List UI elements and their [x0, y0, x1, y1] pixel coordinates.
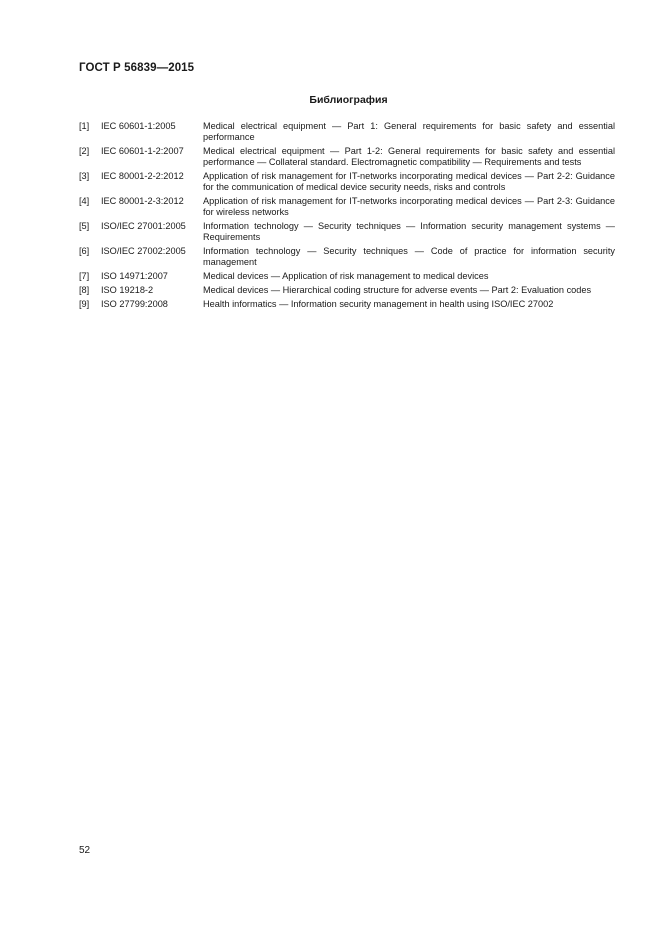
page-number: 52: [79, 845, 91, 856]
entry-standard: IEC 60601-1-2:2007: [101, 146, 184, 156]
entry-number: [2]: [79, 146, 90, 156]
entry-number: [7]: [79, 271, 90, 281]
document-code: ГОСТ Р 56839—2015: [79, 62, 195, 74]
entry-standard: ISO/IEC 27001:2005: [101, 221, 186, 231]
entry-standard: ISO 19218-2: [101, 284, 154, 295]
entry-number: [1]: [79, 121, 90, 131]
entry-title: Application of risk management for IT-networks incorporating medical devices — Part 2-2: Guidance for the communication of medical device security needs, risks and controls: [203, 171, 615, 193]
entry-standard: ISO/IEC 27002:2005: [101, 246, 186, 256]
entry-number: [4]: [79, 196, 90, 206]
bibliography-entry: [79, 221, 615, 243]
entry-title: Medical devices — Hierarchical coding structure for adverse events — Part 2: Evaluation codes: [203, 284, 592, 295]
entry-number: [6]: [79, 246, 90, 256]
entry-title: Medical electrical equipment — Part 1-2: General requirements for basic safety and essential performance — Collateral standard. Electromagnetic compatibility — Requirements and tests: [203, 146, 615, 168]
bibliography-entry: [79, 271, 615, 282]
bibliography-entry: [79, 246, 615, 268]
entry-standard: IEC 80001-2-2:2012: [101, 171, 184, 181]
entry-standard: IEC 60601-1:2005: [101, 121, 176, 131]
entry-number: [5]: [79, 221, 90, 231]
entry-title: Information technology — Security techniques — Code of practice for information security management: [203, 246, 615, 268]
entry-standard: ISO 27799:2008: [101, 298, 168, 309]
entry-number: [3]: [79, 171, 90, 181]
entry-title: Medical devices — Application of risk management to medical devices: [203, 271, 489, 281]
entry-title: Health informatics — Information security management in health using ISO/IEC 27002: [203, 298, 554, 309]
entry-number: [9]: [79, 298, 90, 309]
bibliography-entry: [79, 196, 615, 218]
entry-standard: IEC 80001-2-3:2012: [101, 196, 184, 206]
bibliography-list: [79, 121, 615, 312]
entry-number: [8]: [79, 284, 90, 295]
entry-standard: ISO 14971:2007: [101, 271, 168, 281]
entry-title: Application of risk management for IT-networks incorporating medical devices — Part 2-3: Guidance for wireless networks: [203, 196, 615, 218]
bibliography-entry: [79, 299, 615, 310]
bibliography-entry: [79, 121, 615, 143]
bibliography-entry: [79, 285, 615, 296]
entry-title: Information technology — Security techniques — Information security management systems — Requirements: [203, 221, 615, 243]
bibliography-title: Библиография: [309, 94, 388, 106]
entry-title: Medical electrical equipment — Part 1: General requirements for basic safety and essential performance: [203, 121, 615, 143]
bibliography-entry: [79, 171, 615, 193]
bibliography-entry: [79, 146, 615, 168]
